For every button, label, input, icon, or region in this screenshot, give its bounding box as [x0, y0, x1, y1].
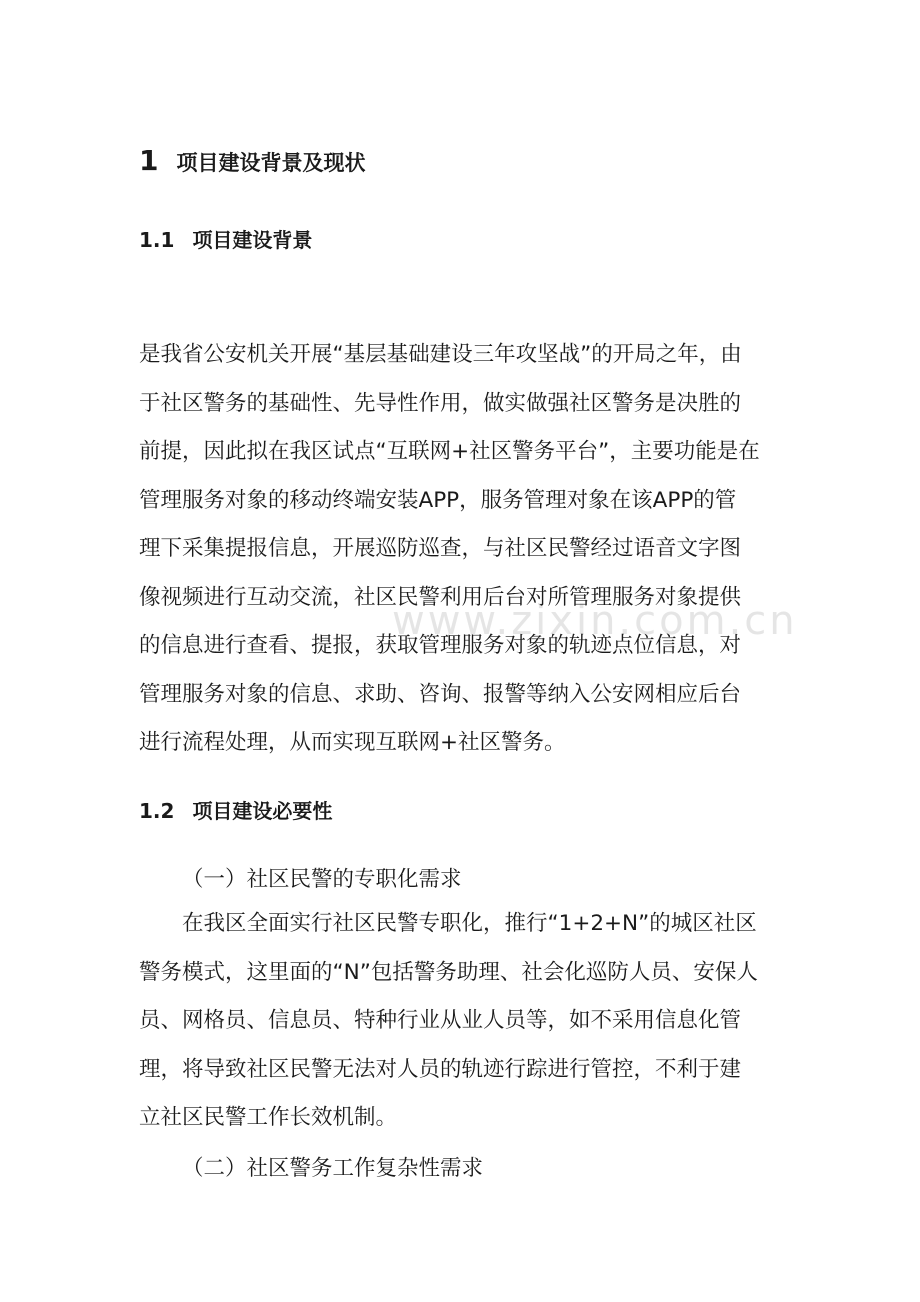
paragraph-line: 像视频进行互动交流，社区民警利用后台对所管理服务对象提供 [139, 584, 742, 610]
paragraph-line: 前提，因此拟在我区试点“互联网+社区警务平台”，主要功能是在 [139, 439, 760, 464]
heading-1-2-title: 项目建设必要性 [192, 799, 333, 823]
paragraph-line: 的信息进行查看、提报，获取管理服务对象的轨迹点位信息，对 [139, 633, 742, 658]
paragraph-line: 员、网格员、信息员、特种行业从业人员等，如不采用信息化管 [139, 1008, 742, 1033]
paragraph-line: 于社区警务的基础性、先导性作用，做实做强社区警务是决胜的 [139, 390, 742, 416]
paragraph-line: 警务模式，这里面的“N”包括警务助理、社会化巡防人员、安保人 [139, 959, 758, 985]
subsection-1-title: （一）社区民警的专职化需求 [182, 867, 462, 892]
heading-1-number: 1 [139, 144, 159, 177]
paragraph-line: 是我省公安机关开展“基层基础建设三年攻坚战”的开局之年，由 [139, 342, 742, 367]
paragraph-line: 进行流程处理，从而实现互联网+社区警务。 [139, 730, 566, 755]
heading-1-2-number: 1.2 [139, 799, 175, 823]
heading-1-1-number: 1.1 [139, 228, 175, 252]
paragraph-line: 在我区全面实行社区民警专职化，推行“1+2+N”的城区社区 [182, 911, 757, 936]
heading-1-1-title: 项目建设背景 [192, 228, 313, 252]
background-paragraph [139, 331, 779, 768]
paragraph-line: 立社区民警工作长效机制。 [139, 1105, 398, 1130]
paragraph-line: 管理服务对象的信息、求助、咨询、报警等纳入公安网相应后台 [139, 681, 742, 707]
heading-1-2 [139, 795, 332, 824]
necessity-paragraph [139, 900, 779, 1143]
paragraph-line: 管理服务对象的移动终端安装APP，服务管理对象在该APP的管 [139, 487, 737, 513]
paragraph-line: 理，将导致社区民警无法对人员的轨迹行踪进行管控，不利于建 [139, 1056, 742, 1082]
subsection-2-title: （二）社区警务工作复杂性需求 [182, 1156, 484, 1181]
heading-1 [139, 144, 365, 177]
watermark: www.zixin.com.cn [392, 598, 798, 644]
paragraph-line: 理下采集提报信息，开展巡防巡查，与社区民警经过语音文字图 [139, 536, 742, 561]
heading-1-title: 项目建设背景及现状 [176, 151, 366, 175]
heading-1-1 [139, 224, 312, 253]
